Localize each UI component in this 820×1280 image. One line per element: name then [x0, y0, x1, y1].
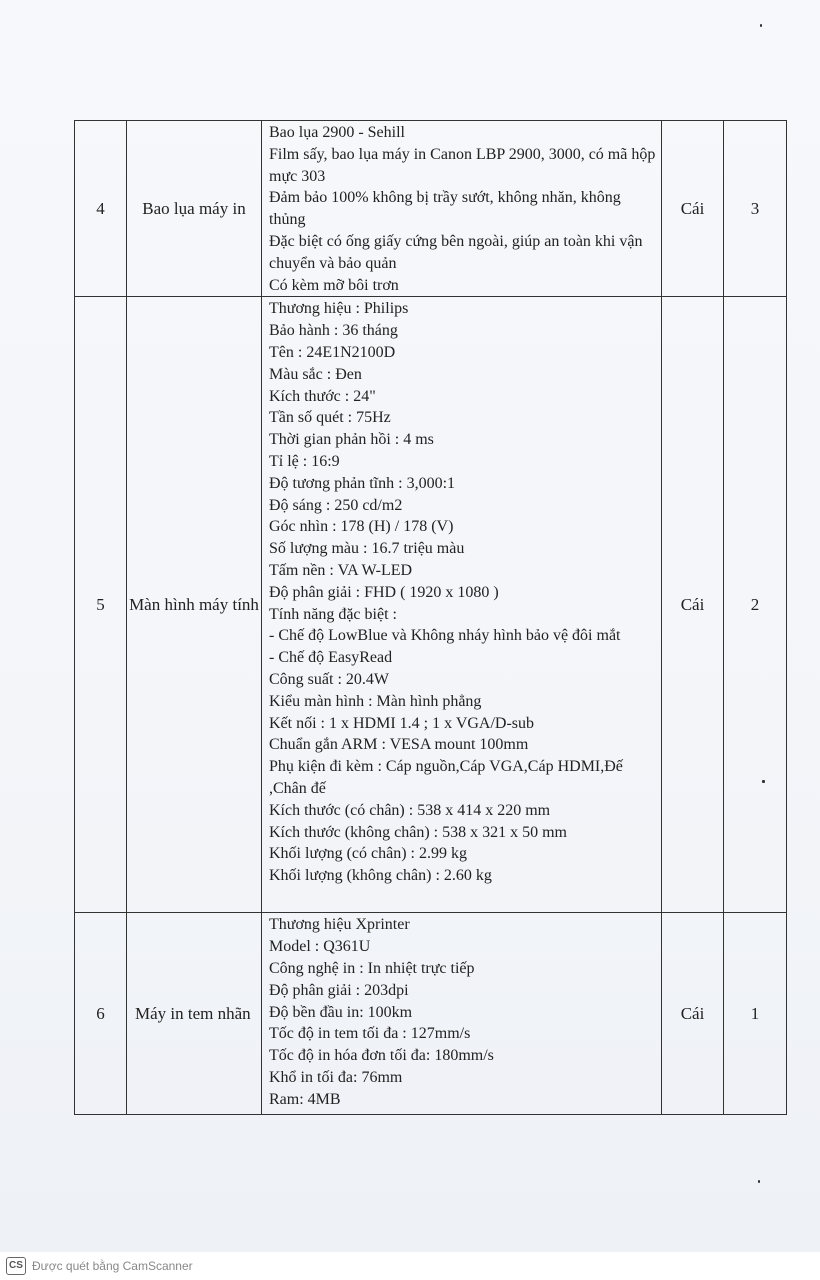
spec-line: Công nghệ in : In nhiệt trực tiếp [269, 959, 475, 977]
item-specs [262, 913, 662, 1115]
item-unit: Cái [662, 297, 724, 913]
item-quantity: 3 [724, 121, 787, 297]
table-row [75, 913, 787, 1115]
spec-line: Đảm bảo 100% không bị trầy sướt, không nhăn, không thủng [269, 189, 621, 229]
scan-speck [758, 1180, 760, 1183]
spec-line: - Chế độ EasyRead [269, 649, 393, 667]
spec-line: Độ sáng : 250 cd/m2 [269, 496, 403, 514]
item-number: 6 [75, 913, 127, 1115]
item-specs [262, 121, 662, 297]
table-row [75, 297, 787, 913]
spec-line: Phụ kiện đi kèm : Cáp nguồn,Cáp VGA,Cáp HDMI,Đế ,Chân đế [269, 758, 623, 797]
spec-line: Tốc độ in tem tối đa : 127mm/s [269, 1025, 471, 1043]
spec-line: - Chế độ LowBlue và Không nháy hình bảo vệ đôi mắt [269, 627, 621, 645]
item-unit: Cái [662, 121, 724, 297]
spec-line: Kết nối : 1 x HDMI 1.4 ; 1 x VGA/D-sub [269, 714, 535, 732]
spec-line: Kích thước : 24" [269, 387, 376, 405]
spec-line: Model : Q361U [269, 938, 371, 956]
spec-line: Thương hiệu Xprinter [269, 916, 410, 934]
spec-line: Khổ in tối đa: 76mm [269, 1068, 403, 1086]
table-row [75, 121, 787, 297]
item-unit: Cái [662, 913, 724, 1115]
spec-line: Màu sắc : Đen [269, 365, 362, 383]
item-specs [262, 297, 662, 913]
spec-line: Độ phân giải : 203dpi [269, 981, 409, 999]
spec-line: Ram: 4MB [269, 1090, 341, 1108]
scan-speck [760, 24, 762, 27]
scanner-watermark-text: Được quét bằng CamScanner [32, 1259, 193, 1273]
spec-line: Tên : 24E1N2100D [269, 343, 396, 361]
spec-line: Số lượng màu : 16.7 triệu màu [269, 540, 465, 558]
spec-line: Độ phân giải : FHD ( 1920 x 1080 ) [269, 583, 499, 601]
spec-line: Kích thước (không chân) : 538 x 321 x 50 mm [269, 823, 567, 841]
spec-line: Góc nhìn : 178 (H) / 178 (V) [269, 518, 454, 536]
item-number: 5 [75, 297, 127, 913]
spec-line: Độ bền đầu in: 100km [269, 1003, 413, 1021]
item-name: Bao lụa máy in [127, 121, 262, 297]
item-number: 4 [75, 121, 127, 297]
spec-line: Khối lượng (có chân) : 2.99 kg [269, 845, 467, 863]
camscanner-logo-icon: CS [6, 1257, 26, 1275]
spec-line: Tấm nền : VA W-LED [269, 561, 413, 579]
spec-line: Độ tương phản tĩnh : 3,000:1 [269, 474, 456, 492]
spec-line: Bao lụa 2900 - Sehill [269, 124, 405, 141]
spec-line: Khối lượng (không chân) : 2.60 kg [269, 867, 492, 885]
spec-line: Thương hiệu : Philips [269, 300, 409, 318]
spec-line: Kiểu màn hình : Màn hình phẳng [269, 692, 482, 710]
item-name: Máy in tem nhãn [127, 913, 262, 1115]
spec-line: Công suất : 20.4W [269, 670, 389, 688]
item-quantity: 2 [724, 297, 787, 913]
scanner-footer [0, 1252, 820, 1280]
item-quantity: 1 [724, 913, 787, 1115]
spec-line: Tỉ lệ : 16:9 [269, 452, 340, 470]
spec-line: Tính năng đặc biệt : [269, 605, 397, 623]
spec-line: Có kèm mỡ bôi trơn [269, 276, 399, 294]
spec-line: Film sấy, bao lụa máy in Canon LBP 2900, 3000, có mã hộp mực 303 [269, 145, 656, 185]
spec-line: Bảo hành : 36 tháng [269, 322, 398, 340]
spec-line: Tốc độ in hóa đơn tối đa: 180mm/s [269, 1047, 494, 1065]
spec-line: Tần số quét : 75Hz [269, 409, 391, 427]
spec-line: Kích thước (có chân) : 538 x 414 x 220 mm [269, 801, 551, 819]
item-name: Màn hình máy tính [127, 297, 262, 913]
spec-line: Chuẩn gắn ARM : VESA mount 100mm [269, 736, 529, 754]
equipment-table [74, 120, 787, 1115]
spec-line: Thời gian phản hồi : 4 ms [269, 431, 434, 449]
spec-line: Đặc biệt có ống giấy cứng bên ngoài, giúp an toàn khi vận chuyển và bảo quản [269, 232, 643, 272]
